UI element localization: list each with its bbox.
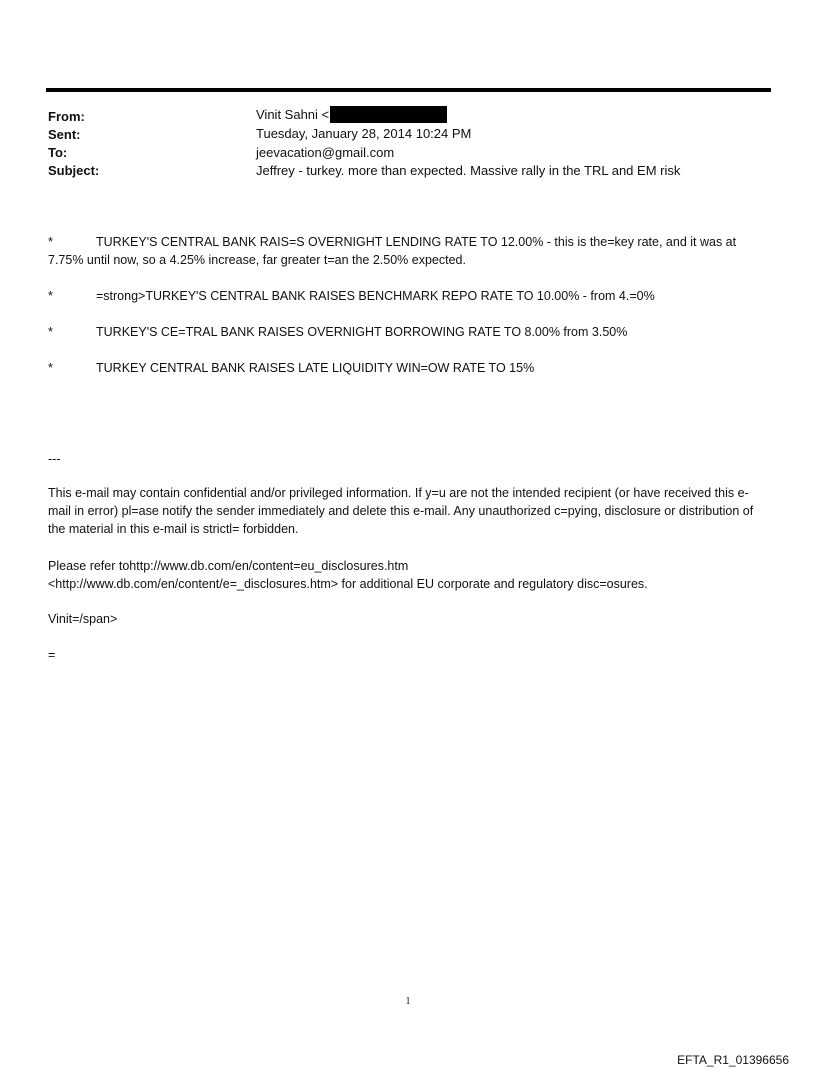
to-label: To: (48, 145, 68, 160)
bullet-text: TURKEY CENTRAL BANK RAISES LATE LIQUIDITY WIN=OW RATE TO 15% (96, 361, 535, 375)
refer-link-line[interactable]: Please refer tohttp://www.db.com/en/content=eu_disclosures.htm (48, 559, 409, 573)
from-value (256, 106, 447, 123)
bullet-star: * (48, 235, 53, 249)
signoff: Vinit=/span> (48, 612, 118, 626)
header-rule (46, 88, 771, 92)
bullet-star: * (48, 289, 53, 303)
bullet-star: * (48, 325, 53, 339)
disclaimer-text: This e-mail may contain confidential and/or privileged information. If y=u are not the intended recipient (or have received this e-mail in error) pl=ase notify the sender immediately and delete this e-mail. Any unauthorized c=pying, disclosure or distribution of the material in this e-mail is strictl= forbidden. (48, 486, 754, 536)
subject-label: Subject: (48, 163, 100, 178)
bullet-item (48, 323, 768, 341)
bullet-item (48, 359, 768, 377)
redaction-box (330, 106, 447, 123)
to-value: jeevacation@gmail.com (256, 145, 395, 160)
bullet-item (48, 233, 768, 269)
page-number: 1 (405, 996, 411, 1007)
sender-name: Vinit Sahni < (256, 107, 330, 122)
trailing-mark: = (48, 648, 56, 662)
sent-label: Sent: (48, 127, 81, 142)
bullet-text: TURKEY'S CE=TRAL BANK RAISES OVERNIGHT BORROWING RATE TO 8.00% from 3.50% (96, 325, 628, 339)
bullet-star: * (48, 361, 53, 375)
subject-value: Jeffrey - turkey. more than expected. Massive rally in the TRL and EM risk (256, 163, 681, 178)
document-id: EFTA_R1_01396656 (677, 1053, 789, 1067)
bullet-text: TURKEY'S CENTRAL BANK RAIS=S OVERNIGHT LENDING RATE TO 12.00% - this is the=key rate, and it was at 7.75% until now, so a 4.25% increase, far greater t=an the 2.50% expected. (48, 235, 737, 267)
refer-link-line-2[interactable]: <http://www.db.com/en/content/e=_disclosures.htm> for additional EU corporate and regulatory disc=osures. (48, 577, 648, 591)
bullet-item (48, 287, 768, 305)
sent-value: Tuesday, January 28, 2014 10:24 PM (256, 126, 472, 141)
from-label: From: (48, 109, 85, 124)
bullet-text: =strong>TURKEY'S CENTRAL BANK RAISES BENCHMARK REPO RATE TO 10.00% - from 4.=0% (96, 289, 655, 303)
separator: --- (48, 452, 61, 466)
